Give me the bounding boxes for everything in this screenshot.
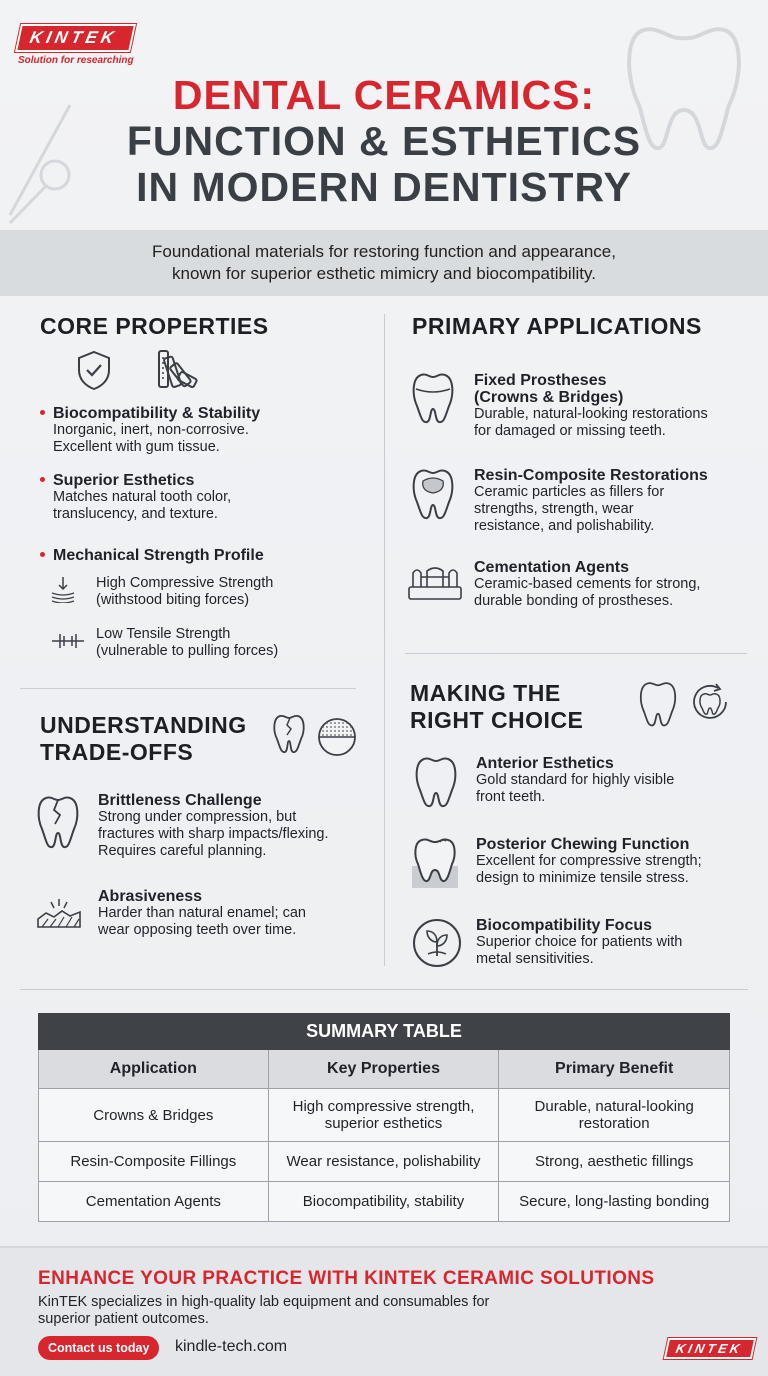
- choice-desc: Superior choice for patients with: [476, 934, 683, 950]
- footer-text-line: superior patient outcomes.: [38, 1311, 209, 1327]
- application-title: Resin-Composite Restorations: [474, 467, 708, 484]
- choice-title: Anterior Esthetics: [476, 755, 614, 772]
- core-item-desc: Excellent with gum tissue.: [53, 439, 220, 455]
- primary-applications-heading: PRIMARY APPLICATIONS: [412, 313, 702, 339]
- tradeoffs-heading: [40, 712, 247, 766]
- table-cell: [499, 1089, 730, 1142]
- subtitle-line-1: Foundational materials for restoring function and appearance,: [151, 242, 616, 261]
- bridge-icon: [407, 563, 463, 603]
- shield-check-icon: [76, 350, 112, 390]
- subtitle-band: [0, 230, 768, 296]
- table-cell: [268, 1089, 499, 1142]
- right-choice-heading: [410, 680, 583, 734]
- tradeoffs-heading-line: TRADE-OFFS: [40, 739, 194, 765]
- application-title: Cementation Agents: [474, 559, 629, 576]
- table-cell-line: Durable, natural-looking: [534, 1098, 694, 1115]
- core-item-title: Mechanical Strength Profile: [53, 547, 264, 564]
- cracked-tooth-icon: [272, 713, 306, 755]
- footer-brand-name: KINTEK: [663, 1338, 756, 1359]
- tooth-cycle-icon: [688, 680, 732, 724]
- core-item-biocompatibility: [53, 405, 260, 456]
- left-section-divider: [20, 688, 356, 689]
- tooth-icon: [638, 680, 678, 728]
- application-desc: Ceramic-based cements for strong,: [474, 576, 701, 592]
- choice-title: Posterior Chewing Function: [476, 836, 690, 853]
- molar-gum-icon: [410, 834, 460, 890]
- tradeoff-desc: Requires careful planning.: [98, 843, 267, 859]
- table-header: Primary Benefit: [499, 1050, 730, 1089]
- application-resin-composite: [474, 467, 708, 535]
- core-item-desc: translucency, and texture.: [53, 506, 218, 522]
- tradeoff-abrasiveness: [98, 888, 306, 939]
- choice-desc: metal sensitivities.: [476, 951, 594, 967]
- table-row: [39, 1182, 730, 1222]
- table-divider: [20, 989, 748, 990]
- strength-item-tensile: [96, 626, 278, 660]
- tradeoff-brittleness: [98, 792, 328, 860]
- leaf-circle-icon: [412, 918, 462, 968]
- table-header: Application: [39, 1050, 269, 1089]
- table-cell: Secure, long-lasting bonding: [499, 1182, 730, 1222]
- core-item-esthetics: [53, 472, 231, 523]
- tradeoffs-heading-line: UNDERSTANDING: [40, 712, 247, 738]
- core-item-desc: Inorganic, inert, non-corrosive.: [53, 422, 249, 438]
- core-properties-heading: CORE PROPERTIES: [40, 313, 269, 339]
- table-cell-line: High compressive strength,: [292, 1098, 475, 1115]
- strength-desc: (withstood biting forces): [96, 592, 250, 608]
- compression-arrow-icon: [50, 575, 76, 603]
- application-title: Fixed Prostheses: [474, 372, 607, 389]
- core-item-title: Biocompatibility & Stability: [53, 405, 261, 422]
- table-cell: Crowns & Bridges: [39, 1089, 269, 1142]
- tradeoff-title: Abrasiveness: [98, 888, 203, 905]
- brand-tagline: Solution for researching: [18, 55, 134, 66]
- summary-table: [38, 1013, 730, 1222]
- footer-text-line: KinTEK specializes in high-quality lab equipment and consumables for: [38, 1294, 490, 1310]
- strength-title: Low Tensile Strength: [96, 626, 231, 642]
- tradeoff-title: Brittleness Challenge: [98, 792, 262, 809]
- table-cell: Resin-Composite Fillings: [39, 1142, 269, 1182]
- choice-desc: front teeth.: [476, 789, 546, 805]
- tradeoff-desc: wear opposing teeth over time.: [98, 922, 297, 938]
- choice-desc: design to minimize tensile stress.: [476, 870, 689, 886]
- table-row: [39, 1089, 730, 1142]
- title-line-1: DENTAL CERAMICS:: [172, 72, 596, 118]
- tradeoff-desc: Harder than natural enamel; can: [98, 905, 306, 921]
- strength-item-compressive: [96, 575, 273, 609]
- column-divider: [384, 314, 385, 966]
- filled-tooth-icon: [411, 467, 455, 521]
- application-desc: strengths, strength, wear: [474, 501, 634, 517]
- bullet-dot-icon: [40, 552, 45, 557]
- application-desc: durable bonding of prostheses.: [474, 593, 674, 609]
- title-line-3: IN MODERN DENTISTRY: [136, 164, 632, 210]
- right-section-divider: [405, 653, 747, 654]
- anterior-tooth-icon: [414, 755, 458, 809]
- subtitle-line-2: known for superior esthetic mimicry and biocompatibility.: [172, 264, 596, 283]
- application-desc: Ceramic particles as fillers for: [474, 484, 665, 500]
- tradeoff-desc: fractures with sharp impacts/flexing.: [98, 826, 329, 842]
- choice-biocompatibility: [476, 917, 682, 968]
- application-title: (Crowns & Bridges): [474, 389, 624, 406]
- brand-name: KINTEK: [15, 24, 136, 52]
- tension-arrows-icon: [50, 630, 86, 652]
- table-cell-line: restoration: [578, 1115, 650, 1132]
- application-cementation: [474, 559, 700, 610]
- table-cell: Wear resistance, polishability: [268, 1142, 499, 1182]
- abrasion-icon: [36, 897, 82, 931]
- strength-title: High Compressive Strength: [96, 575, 274, 591]
- table-header: Key Properties: [268, 1050, 499, 1089]
- footer: [0, 1246, 768, 1376]
- title-line-2: FUNCTION & ESTHETICS: [126, 118, 642, 164]
- right-choice-heading-line: MAKING THE: [410, 680, 561, 706]
- shade-guide-icon: [156, 349, 200, 391]
- core-item-strength: [53, 547, 264, 564]
- bullet-dot-icon: [40, 410, 45, 415]
- summary-table-caption: SUMMARY TABLE: [39, 1014, 730, 1050]
- table-cell-line: superior esthetics: [324, 1115, 443, 1132]
- footer-heading: ENHANCE YOUR PRACTICE WITH KINTEK CERAMIC SOLUTIONS: [38, 1268, 655, 1289]
- strength-desc: (vulnerable to pulling forces): [96, 643, 279, 659]
- choice-anterior: [476, 755, 674, 806]
- abrasive-surface-icon: [317, 717, 357, 757]
- core-item-desc: Matches natural tooth color,: [53, 489, 232, 505]
- choice-title: Biocompatibility Focus: [476, 917, 653, 934]
- table-cell: Cementation Agents: [39, 1182, 269, 1222]
- right-choice-heading-line: RIGHT CHOICE: [410, 707, 584, 733]
- choice-desc: Gold standard for highly visible: [476, 772, 675, 788]
- footer-text: [38, 1294, 558, 1328]
- website-link[interactable]: kindle-tech.com: [175, 1338, 288, 1355]
- choice-desc: Excellent for compressive strength;: [476, 853, 702, 869]
- application-desc: Durable, natural-looking restorations: [474, 406, 708, 422]
- choice-posterior: [476, 836, 702, 887]
- broken-tooth-icon: [36, 794, 80, 850]
- contact-us-button[interactable]: Contact us today: [38, 1336, 159, 1360]
- application-desc: for damaged or missing teeth.: [474, 423, 666, 439]
- bullet-dot-icon: [40, 477, 45, 482]
- table-cell: Strong, aesthetic fillings: [499, 1142, 730, 1182]
- crown-tooth-icon: [411, 371, 455, 425]
- footer-brand-logo[interactable]: [666, 1338, 754, 1359]
- table-row: [39, 1142, 730, 1182]
- page-title: [0, 72, 768, 210]
- application-desc: resistance, and polishability.: [474, 518, 655, 534]
- application-fixed-prostheses: [474, 372, 708, 440]
- tradeoff-desc: Strong under compression, but: [98, 809, 297, 825]
- brand-logo[interactable]: [18, 24, 134, 66]
- table-cell: Biocompatibility, stability: [268, 1182, 499, 1222]
- core-item-title: Superior Esthetics: [53, 472, 195, 489]
